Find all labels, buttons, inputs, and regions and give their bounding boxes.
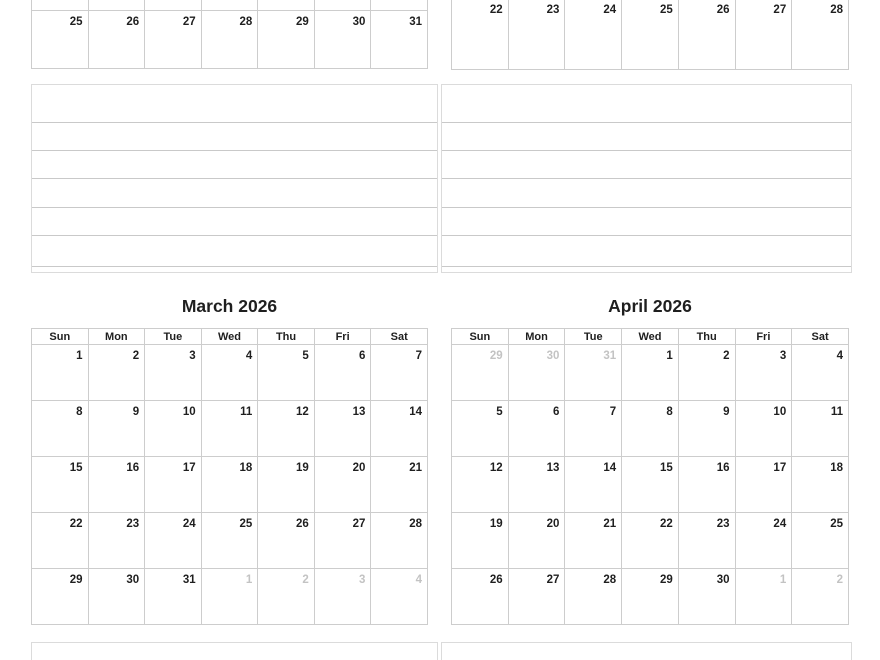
date-cell: 17 (145, 457, 202, 513)
date-cell: 17 (735, 457, 792, 513)
date-cell: 23 (678, 513, 735, 569)
date-cell-clipped (201, 0, 258, 11)
date-cell-clipped (145, 0, 202, 11)
date-cell-clipped (371, 0, 428, 11)
note-line (442, 236, 851, 267)
date-cell: 13 (314, 401, 371, 457)
date-cell: 30 (678, 569, 735, 625)
date-cell: 15 (622, 457, 679, 513)
week-row (452, 0, 849, 70)
date-cell: 28 (371, 513, 428, 569)
note-line (32, 123, 437, 151)
note-line (32, 179, 437, 208)
date-cell-adjacent-month: 1 (735, 569, 792, 625)
weekday-header-row (32, 329, 428, 345)
date-cell: 9 (88, 401, 145, 457)
note-line (442, 208, 851, 236)
note-line (442, 85, 851, 123)
date-cell: 21 (371, 457, 428, 513)
date-cell: 27 (508, 569, 565, 625)
january-weeks (32, 0, 428, 69)
march-calendar-table (31, 328, 428, 625)
date-cell: 20 (314, 457, 371, 513)
date-cell: 27 (314, 513, 371, 569)
note-line (32, 85, 437, 123)
weekday-label: Mon (508, 329, 565, 345)
date-cell: 24 (145, 513, 202, 569)
date-cell: 25 (201, 513, 258, 569)
date-cell-adjacent-month: 2 (258, 569, 315, 625)
date-cell-adjacent-month: 3 (314, 569, 371, 625)
week-row (32, 11, 428, 69)
note-line (442, 123, 851, 151)
date-cell-clipped (314, 0, 371, 11)
date-cell: 15 (32, 457, 89, 513)
date-cell: 11 (201, 401, 258, 457)
february-weeks (452, 0, 849, 70)
date-cell-adjacent-month: 29 (452, 345, 509, 401)
week-row (32, 457, 428, 513)
date-cell-clipped (32, 0, 89, 11)
date-cell: 26 (452, 569, 509, 625)
date-cell: 10 (145, 401, 202, 457)
note-line (442, 179, 851, 208)
weekday-label: Mon (88, 329, 145, 345)
date-cell: 25 (792, 513, 849, 569)
date-cell: 12 (452, 457, 509, 513)
weekday-label: Tue (565, 329, 622, 345)
weekday-label: Wed (622, 329, 679, 345)
note-line (32, 236, 437, 267)
april-weeks (452, 345, 849, 625)
notes-section-april (441, 642, 852, 660)
date-cell: 12 (258, 401, 315, 457)
date-cell-adjacent-month: 4 (371, 569, 428, 625)
date-cell: 20 (508, 513, 565, 569)
date-cell: 21 (565, 513, 622, 569)
march-weeks (32, 345, 428, 625)
weekday-label: Thu (678, 329, 735, 345)
date-cell-clipped (258, 0, 315, 11)
date-cell: 25 (622, 0, 679, 70)
date-cell: 26 (678, 0, 735, 70)
date-cell: 28 (792, 0, 849, 70)
date-cell: 3 (145, 345, 202, 401)
date-cell-clipped (88, 0, 145, 11)
date-cell: 16 (88, 457, 145, 513)
date-cell: 10 (735, 401, 792, 457)
notes-section-january (31, 84, 438, 273)
date-cell: 1 (622, 345, 679, 401)
date-cell: 30 (314, 11, 371, 69)
date-cell: 14 (371, 401, 428, 457)
date-cell: 9 (678, 401, 735, 457)
week-row (452, 513, 849, 569)
weekday-label: Tue (145, 329, 202, 345)
notes-section-february (441, 84, 852, 273)
date-cell: 2 (88, 345, 145, 401)
date-cell: 22 (452, 0, 509, 70)
date-cell: 7 (565, 401, 622, 457)
date-cell: 18 (201, 457, 258, 513)
date-cell: 13 (508, 457, 565, 513)
date-cell: 29 (32, 569, 89, 625)
week-row (452, 401, 849, 457)
date-cell: 19 (258, 457, 315, 513)
date-cell: 14 (565, 457, 622, 513)
date-cell: 19 (452, 513, 509, 569)
date-cell: 16 (678, 457, 735, 513)
note-line (442, 151, 851, 179)
date-cell: 8 (622, 401, 679, 457)
date-cell: 6 (314, 345, 371, 401)
date-cell-adjacent-month: 30 (508, 345, 565, 401)
date-cell: 31 (145, 569, 202, 625)
weekday-label: Sun (452, 329, 509, 345)
january-calendar-partial (31, 0, 428, 69)
weekday-label: Sun (32, 329, 89, 345)
note-line (32, 643, 437, 660)
date-cell-adjacent-month: 2 (792, 569, 849, 625)
date-cell-adjacent-month: 31 (565, 345, 622, 401)
weekday-label: Sat (792, 329, 849, 345)
date-cell: 8 (32, 401, 89, 457)
date-cell: 1 (32, 345, 89, 401)
date-cell: 28 (201, 11, 258, 69)
date-cell: 29 (622, 569, 679, 625)
date-cell: 3 (735, 345, 792, 401)
date-cell: 11 (792, 401, 849, 457)
week-row (32, 401, 428, 457)
date-cell: 23 (508, 0, 565, 70)
date-cell: 30 (88, 569, 145, 625)
notes-section-march (31, 642, 438, 660)
date-cell: 24 (565, 0, 622, 70)
date-cell: 29 (258, 11, 315, 69)
week-row (32, 513, 428, 569)
date-cell-adjacent-month: 1 (201, 569, 258, 625)
date-cell: 22 (32, 513, 89, 569)
date-cell: 26 (258, 513, 315, 569)
weekday-label: Wed (201, 329, 258, 345)
note-line (32, 151, 437, 179)
note-line (442, 643, 851, 660)
date-cell: 7 (371, 345, 428, 401)
week-row (32, 569, 428, 625)
date-cell: 25 (32, 11, 89, 69)
date-cell: 27 (145, 11, 202, 69)
date-cell: 4 (201, 345, 258, 401)
week-row (32, 345, 428, 401)
february-calendar-partial (451, 0, 849, 70)
date-cell: 31 (371, 11, 428, 69)
date-cell: 18 (792, 457, 849, 513)
date-cell: 5 (258, 345, 315, 401)
date-cell: 28 (565, 569, 622, 625)
date-cell: 26 (88, 11, 145, 69)
date-cell: 23 (88, 513, 145, 569)
weekday-label: Sat (371, 329, 428, 345)
date-cell: 2 (678, 345, 735, 401)
date-cell: 24 (735, 513, 792, 569)
date-cell: 6 (508, 401, 565, 457)
weekday-header-row (452, 329, 849, 345)
week-row (32, 0, 428, 11)
weekday-label: Thu (258, 329, 315, 345)
date-cell: 27 (735, 0, 792, 70)
date-cell: 5 (452, 401, 509, 457)
week-row (452, 457, 849, 513)
weekday-label: Fri (314, 329, 371, 345)
month-title-april: April 2026 (608, 296, 692, 316)
week-row (452, 569, 849, 625)
note-line (32, 208, 437, 236)
date-cell: 4 (792, 345, 849, 401)
month-title-march: March 2026 (181, 296, 278, 316)
date-cell: 22 (622, 513, 679, 569)
week-row (452, 345, 849, 401)
april-calendar-table (451, 328, 849, 625)
weekday-label: Fri (735, 329, 792, 345)
